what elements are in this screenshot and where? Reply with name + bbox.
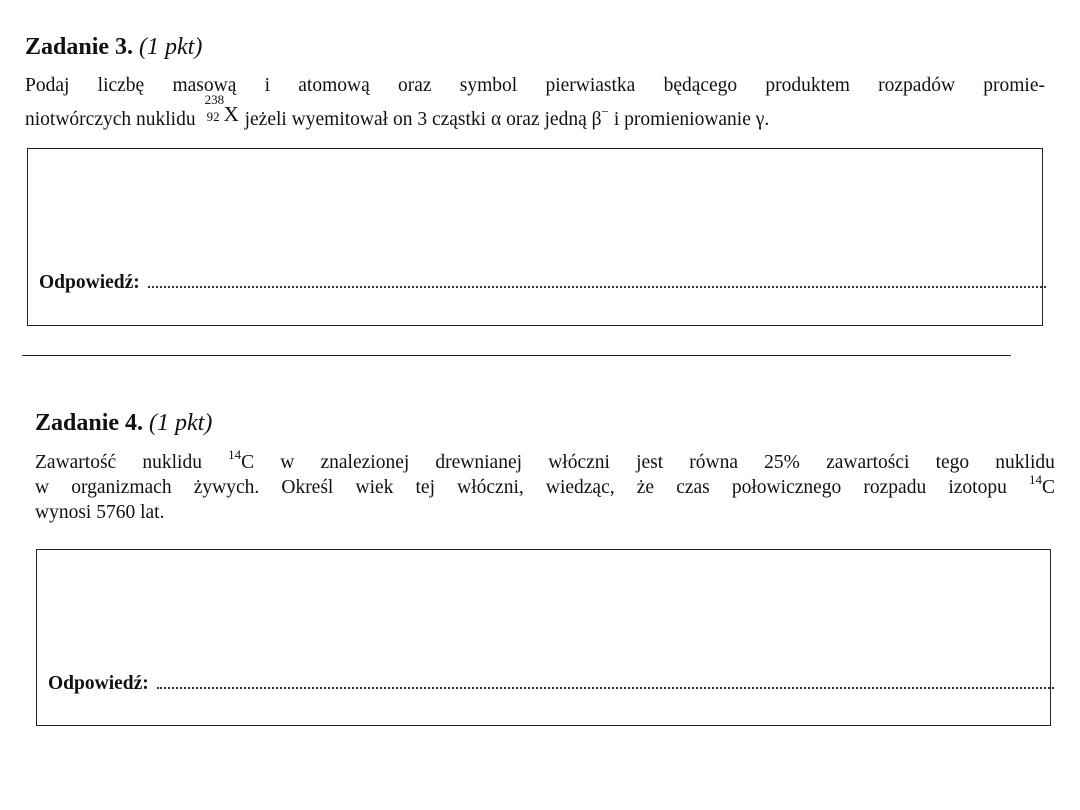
word: atomową (298, 75, 370, 96)
isotope-mass-number: 14 (228, 447, 242, 462)
answer-dotted-line[interactable] (157, 671, 1054, 689)
word: równa (689, 452, 739, 473)
answer-label: Odpowiedź: (48, 673, 149, 694)
answer-label: Odpowiedź: (39, 272, 140, 293)
word: włóczni, (457, 477, 524, 498)
word: będącego (663, 75, 738, 96)
word: znalezionej (320, 452, 410, 473)
task-4-title (35, 409, 212, 437)
isotope-symbol (228, 447, 255, 475)
nuclide-element: X (223, 102, 239, 126)
task-3-title (25, 33, 202, 61)
word: w (35, 477, 50, 498)
word: jest (636, 452, 664, 473)
section-divider (22, 355, 1011, 356)
word: nuklidu (142, 452, 202, 473)
word: nuklidu (995, 452, 1055, 473)
task-3-line-2 (25, 92, 1045, 133)
task-3-question (25, 73, 1045, 133)
task-3-answer-box[interactable] (27, 148, 1043, 326)
word: produktem (765, 75, 850, 96)
word: tego (935, 452, 970, 473)
task-4-line-2 (35, 472, 1055, 500)
word: organizmach (71, 477, 172, 498)
task-4-number: Zadanie 4. (35, 410, 144, 436)
word: wiek (355, 477, 394, 498)
word: oraz (397, 75, 432, 96)
task-4-line-3 (35, 500, 1055, 525)
word: Zawartość (35, 452, 117, 473)
word: 25% (764, 452, 800, 473)
task-4-answer-box[interactable] (36, 549, 1051, 726)
nuclide-atomic-number: 92 (206, 109, 220, 124)
isotope-element: C (1041, 477, 1055, 498)
task-4-points: (1 pkt) (149, 410, 213, 436)
word: tej (415, 477, 436, 498)
word: czas (676, 477, 710, 498)
nuclide-mass-number: 238 (204, 92, 225, 107)
word: pierwiastka (545, 75, 636, 96)
word: drewnianej (435, 452, 523, 473)
task-4-text-end: wynosi 5760 lat. (35, 502, 165, 523)
word: i (264, 75, 271, 96)
word: liczbę (97, 75, 145, 96)
task-4-question (35, 447, 1055, 525)
word: izotopu (948, 477, 1007, 498)
beta-minus-sign: − (601, 104, 609, 119)
word: rozpadu (863, 477, 927, 498)
task-3-answer-row (39, 270, 1046, 294)
task-3-text-pre: niotwórczych nuklidu (25, 109, 196, 130)
word: Określ (281, 477, 334, 498)
word: że (636, 477, 655, 498)
nuclide-symbol (204, 92, 239, 126)
isotope-element: C (241, 452, 255, 473)
word: zawartości (826, 452, 910, 473)
word: w (280, 452, 295, 473)
task-4-answer-row (48, 671, 1054, 695)
word: żywych. (193, 477, 260, 498)
task-4-line-1 (35, 447, 1055, 475)
word: rozpadów (878, 75, 956, 96)
answer-dotted-line[interactable] (148, 270, 1046, 288)
isotope-symbol (1028, 472, 1055, 500)
task-3-line-1 (25, 73, 1045, 99)
word: promie- (983, 75, 1045, 96)
task-3-points: (1 pkt) (139, 34, 203, 60)
isotope-mass-number: 14 (1028, 472, 1042, 487)
word: masową (172, 75, 237, 96)
task-3-text-end: i promieniowanie γ. (613, 109, 770, 130)
word: wiedząc, (545, 477, 615, 498)
word: Podaj (25, 75, 70, 96)
word: symbol (459, 75, 518, 96)
task-3-number: Zadanie 3. (25, 34, 134, 60)
word: włóczni (548, 452, 610, 473)
word: połowicznego (731, 477, 842, 498)
task-3-text-post: jeżeli wyemitował on 3 cząstki α oraz jedną β− (244, 104, 609, 130)
